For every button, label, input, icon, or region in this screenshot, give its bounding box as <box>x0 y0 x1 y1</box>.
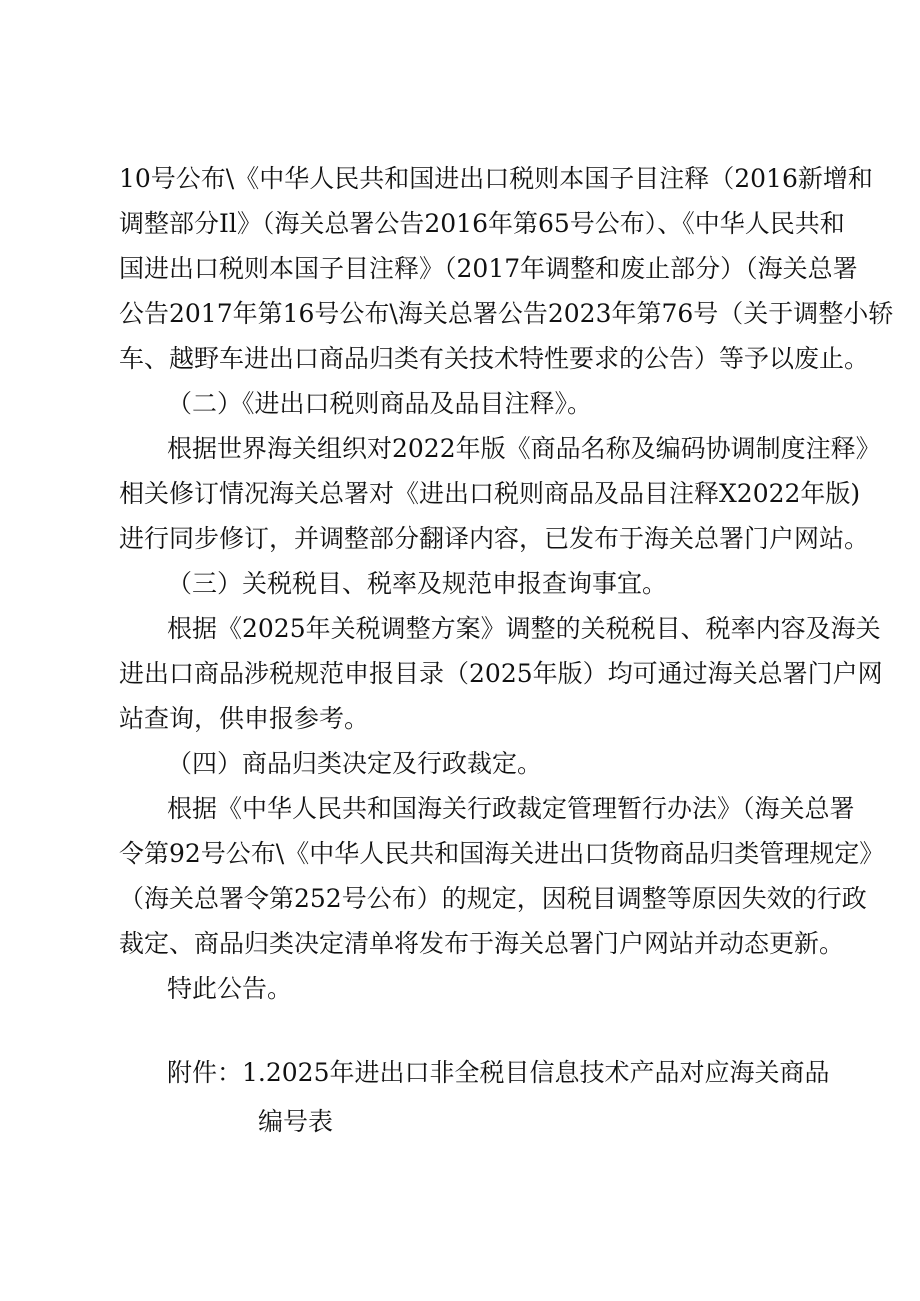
paragraph-4-line-1: 根据《中华人民共和国海关行政裁定管理暂行办法》（海关总署 <box>167 794 855 823</box>
paragraph-4-line-2: 令第92号公布\《中华人民共和国海关进出口货物商品归类管理规定》 <box>119 839 885 868</box>
paragraph-4-line-3: （海关总署令第252号公布）的规定，因税目调整等原因失效的行政 <box>119 884 867 913</box>
paragraph-1-line-2: 调整部分Il》（海关总署公告2016年第65号公布）、《中华人民共和 <box>119 209 845 238</box>
paragraph-1-line-1: 10号公布\《中华人民共和国进出口税则本国子目注释（2016新增和 <box>119 164 873 193</box>
section-heading-4: （四）商品归类决定及行政裁定。 <box>167 749 543 778</box>
paragraph-1-line-3: 国进出口税则本国子目注释》（2017年调整和废止部分）（海关总署 <box>119 254 858 283</box>
paragraph-2-line-2: 相关修订情况海关总署对《进出口税则商品及品目注释X2022年版) <box>119 479 861 508</box>
paragraph-3-line-2: 进出口商品涉税规范申报目录（2025年版）均可通过海关总署门户网 <box>119 659 883 688</box>
attachment-line-2: 编号表 <box>258 1107 334 1136</box>
closing-line: 特此公告。 <box>167 974 293 1003</box>
paragraph-1-line-5: 车、越野车进出口商品归类有关技术特性要求的公告）等予以废止。 <box>119 344 870 373</box>
paragraph-2-line-3: 进行同步修订，并调整部分翻译内容，已发布于海关总署门户网站。 <box>119 524 870 553</box>
attachment-line-1: 附件：1.2025年进出口非全税目信息技术产品对应海关商品 <box>167 1058 830 1087</box>
section-heading-3: （三）关税税目、税率及规范申报查询事宜。 <box>167 569 668 598</box>
paragraph-2-line-1: 根据世界海关组织对2022年版《商品名称及编码协调制度注释》 <box>167 434 881 463</box>
paragraph-1-line-4: 公告2017年第16号公布\海关总署公告2023年第76号（关于调整小轿 <box>119 299 894 328</box>
paragraph-4-line-4: 裁定、商品归类决定清单将发布于海关总署门户网站并动态更新。 <box>119 929 845 958</box>
section-heading-2: （二）《进出口税则商品及品目注释》。 <box>167 389 593 418</box>
paragraph-3-line-1: 根据《2025年关税调整方案》调整的关税税目、税率内容及海关 <box>167 614 881 643</box>
paragraph-3-line-3: 站查询，供申报参考。 <box>119 704 370 733</box>
